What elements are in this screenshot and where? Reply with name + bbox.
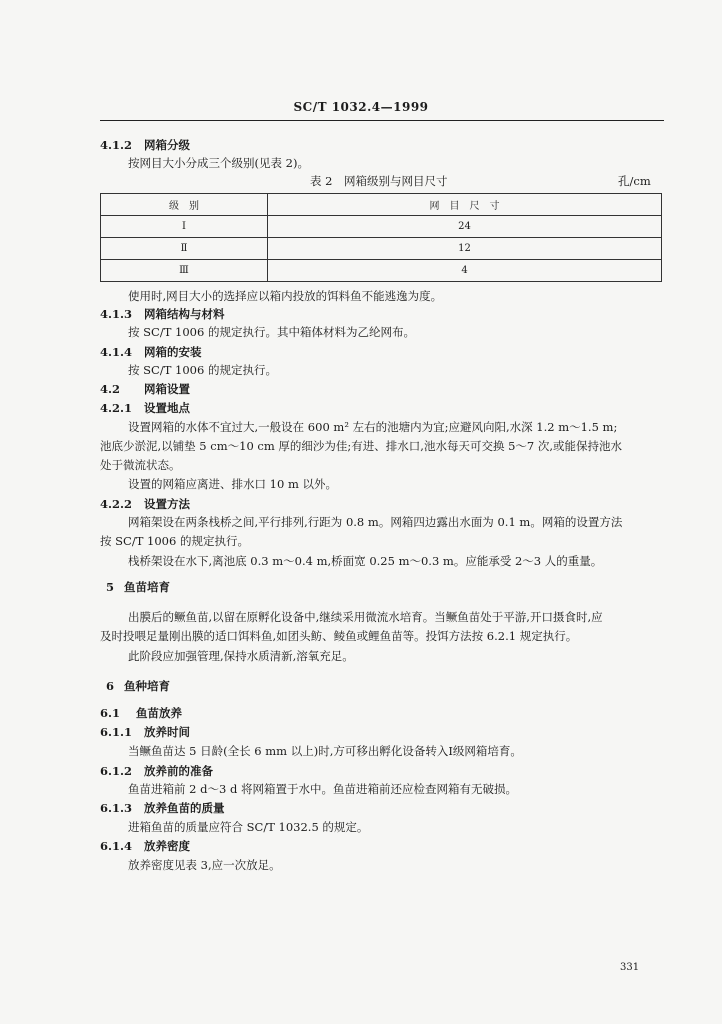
section-number: 6.1 (100, 706, 121, 720)
heading-6 (106, 678, 170, 694)
section-title: 鱼苗培育 (124, 580, 170, 594)
table-caption: 表 2 网箱级别与网目尺寸 (310, 174, 448, 188)
heading-4-2-2 (100, 496, 190, 512)
heading-6-1-1 (100, 724, 190, 740)
paragraph-after-table: 使用时,网目大小的选择应以箱内投放的饵料鱼不能逃逸为度。 (128, 289, 443, 303)
heading-6-1-4 (100, 838, 190, 854)
heading-4-1-4 (100, 344, 202, 360)
section-title: 网箱设置 (144, 382, 190, 396)
paragraph-4-1-3: 按 SC/T 1006 的规定执行。其中箱体材料为乙纶网布。 (128, 325, 415, 339)
header-grade: 级 别 (101, 194, 268, 216)
page-number: 331 (620, 962, 640, 973)
heading-4-1-3 (100, 306, 225, 322)
table-row (101, 238, 662, 260)
section-number: 6.1.4 (100, 839, 133, 853)
header-rule (100, 120, 664, 121)
section-number: 5 (106, 580, 115, 594)
section-number: 4.2 (100, 382, 121, 396)
heading-6-1-2 (100, 763, 213, 779)
paragraph-5-para2: 此阶段应加强管理,保持水质清新,溶氧充足。 (128, 649, 354, 663)
paragraph-5-line2: 及时投喂足量刚出膜的适口饵料鱼,如团头鲂、鲮鱼或鲤鱼苗等。投饵方法按 6.2.1 规定执行。 (100, 629, 578, 643)
section-number: 4.2.1 (100, 401, 133, 415)
paragraph-4-2-1-line3: 处于微流状态。 (100, 458, 181, 472)
section-number: 4.1.4 (100, 345, 133, 359)
table-row (101, 216, 662, 238)
heading-5 (106, 579, 170, 595)
section-title: 放养鱼苗的质量 (144, 801, 225, 815)
heading-6-1 (100, 705, 182, 721)
cell-grade: Ⅲ (101, 260, 268, 282)
header-size: 网 目 尺 寸 (268, 194, 662, 216)
section-title: 网箱分级 (144, 138, 190, 152)
heading-4-2-1 (100, 400, 190, 416)
section-number: 6 (106, 679, 115, 693)
paragraph-6-1-3: 进箱鱼苗的质量应符合 SC/T 1032.5 的规定。 (128, 820, 369, 834)
paragraph-4-2-2-para2: 栈桥架设在水下,离池底 0.3 m～0.4 m,桥面宽 0.25 m～0.3 m。应能承受 2～3 人的重量。 (128, 554, 603, 568)
section-title: 设置地点 (144, 401, 190, 415)
paragraph-5-line1: 出膜后的鳜鱼苗,以留在原孵化设备中,继续采用微流水培育。当鳜鱼苗处于平游,开口摄食时,应 (128, 610, 603, 624)
standard-code-header: SC/T 1032.4—1999 (293, 100, 429, 114)
section-title: 放养前的准备 (144, 764, 213, 778)
paragraph-6-1-2: 鱼苗进箱前 2 d～3 d 将网箱置于水中。鱼苗进箱前还应检查网箱有无破损。 (128, 782, 517, 796)
table-unit: 孔/cm (618, 174, 651, 188)
heading-4-2 (100, 381, 190, 397)
section-number: 4.1.2 (100, 138, 133, 152)
table-header-row (101, 194, 662, 216)
paragraph-4-2-2-line2: 按 SC/T 1006 的规定执行。 (100, 534, 249, 548)
paragraph-4-2-1-para2: 设置的网箱应离进、排水口 10 m 以外。 (128, 477, 338, 491)
cell-size: 12 (268, 238, 662, 260)
heading-6-1-3 (100, 800, 225, 816)
paragraph-6-1-1: 当鳜鱼苗达 5 日龄(全长 6 mm 以上)时,方可移出孵化设备转入Ⅰ级网箱培育。 (128, 744, 522, 758)
paragraph-4-1-4: 按 SC/T 1006 的规定执行。 (128, 363, 277, 377)
table-row (101, 260, 662, 282)
section-title: 放养时间 (144, 725, 190, 739)
section-title: 网箱的安装 (144, 345, 202, 359)
section-number: 6.1.3 (100, 801, 133, 815)
section-number: 6.1.1 (100, 725, 133, 739)
paragraph-4-2-1-line1: 设置网箱的水体不宜过大,一般设在 600 m² 左右的池塘内为宜;应避风向阳,水深 1.2 m～1.5 m; (128, 420, 618, 434)
cell-size: 24 (268, 216, 662, 238)
section-number: 6.1.2 (100, 764, 133, 778)
section-title: 鱼苗放养 (136, 706, 182, 720)
section-number: 4.2.2 (100, 497, 133, 511)
section-title: 放养密度 (144, 839, 190, 853)
paragraph-6-1-4: 放养密度见表 3,应一次放足。 (128, 858, 281, 872)
section-title: 网箱结构与材料 (144, 307, 225, 321)
section-title: 鱼种培育 (124, 679, 170, 693)
section-number: 4.1.3 (100, 307, 133, 321)
grade-size-table (100, 193, 662, 282)
heading-4-1-2 (100, 137, 190, 153)
section-title: 设置方法 (144, 497, 190, 511)
paragraph-4-2-2-line1: 网箱架设在两条栈桥之间,平行排列,行距为 0.8 m。网箱四边露出水面为 0.1 m。网箱的设置方法 (128, 515, 623, 529)
cell-grade: Ⅱ (101, 238, 268, 260)
cell-size: 4 (268, 260, 662, 282)
cell-grade: Ⅰ (101, 216, 268, 238)
paragraph-4-1-2: 按网目大小分成三个级别(见表 2)。 (128, 156, 309, 170)
paragraph-4-2-1-line2: 池底少淤泥,以铺垫 5 cm～10 cm 厚的细沙为佳;有进、排水口,池水每天可交换 5～7 次,或能保持池水 (100, 439, 623, 453)
